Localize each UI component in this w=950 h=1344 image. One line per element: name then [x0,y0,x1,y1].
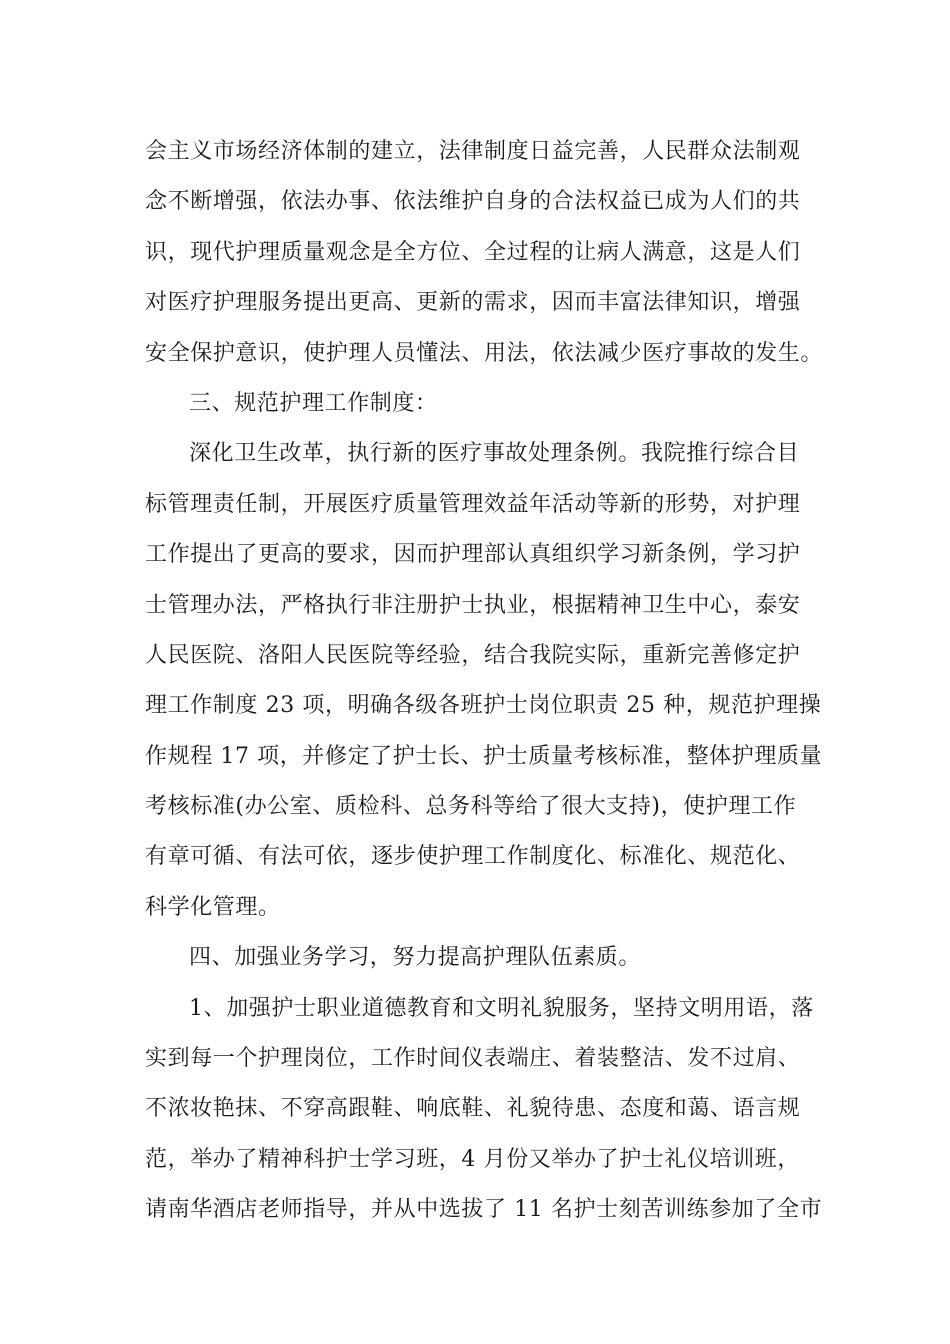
text-line: 会主义市场经济体制的建立，法律制度日益完善，人民群众法制观 [145,139,801,164]
text-line: 识，现代护理质量观念是全方位、全过程的让病人满意，这是人们 [145,239,801,265]
text-line: 安全保护意识，使护理人员懂法、用法，依法减少医疗事故的发生。 [145,340,824,366]
text-line: 有章可循、有法可依，逐步使护理工作制度化、标准化、规范化、 [145,844,801,870]
text-line: 科学化管理。 [145,894,281,920]
text-line: 实到每一个护理岗位，工作时间仪表端庄、着装整洁、发不过肩、 [145,1046,801,1072]
text-line: 1、加强护士职业道德教育和文明礼貌服务，坚持文明用语，落 [189,995,814,1021]
text-line: 对医疗护理服务提出更高、更新的需求，因而丰富法律知识，增强 [145,290,801,316]
text-line: 深化卫生改革，执行新的医疗事故处理条例。我院推行综合目 [189,441,800,467]
section-heading-4: 四、加强业务学习，努力提高护理队伍素质。 [189,945,642,971]
body-text [145,127,824,1236]
text-line: 念不断增强，依法办事、依法维护自身的合法权益已成为人们的共 [145,189,801,215]
text-line: 不浓妆艳抹、不穿高跟鞋、响底鞋、礼貌待患、态度和蔼、语言规 [145,1096,801,1122]
text-line: 标管理责任制，开展医疗质量管理效益年活动等新的形势，对护理 [145,491,801,517]
text-line: 工作提出了更高的要求，因而护理部认真组织学习新条例，学习护 [145,542,801,568]
text-line: 理工作制度 23 项，明确各级各班护士岗位职责 25 种，规范护理操 [145,693,822,719]
text-line: 请南华酒店老师指导，并从中选拔了 11 名护士刻苦训练参加了全市 [145,1197,823,1223]
text-line: 范，举办了精神科护士学习班，4 月份又举办了护士礼仪培训班， [145,1146,800,1172]
text-line: 人民医院、洛阳人民医院等经验，结合我院实际，重新完善修定护 [145,642,801,668]
text-line: 作规程 17 项，并修定了护士长、护士质量考核标准，整体护理质量 [145,743,823,769]
text-line: 士管理办法，严格执行非注册护士执业，根据精神卫生中心，泰安 [145,592,801,618]
section-heading-3: 三、规范护理工作制度： [189,390,438,416]
text-line: 考核标准(办公室、质检科、总务科等给了很大支持)，使护理工作 [145,794,797,820]
